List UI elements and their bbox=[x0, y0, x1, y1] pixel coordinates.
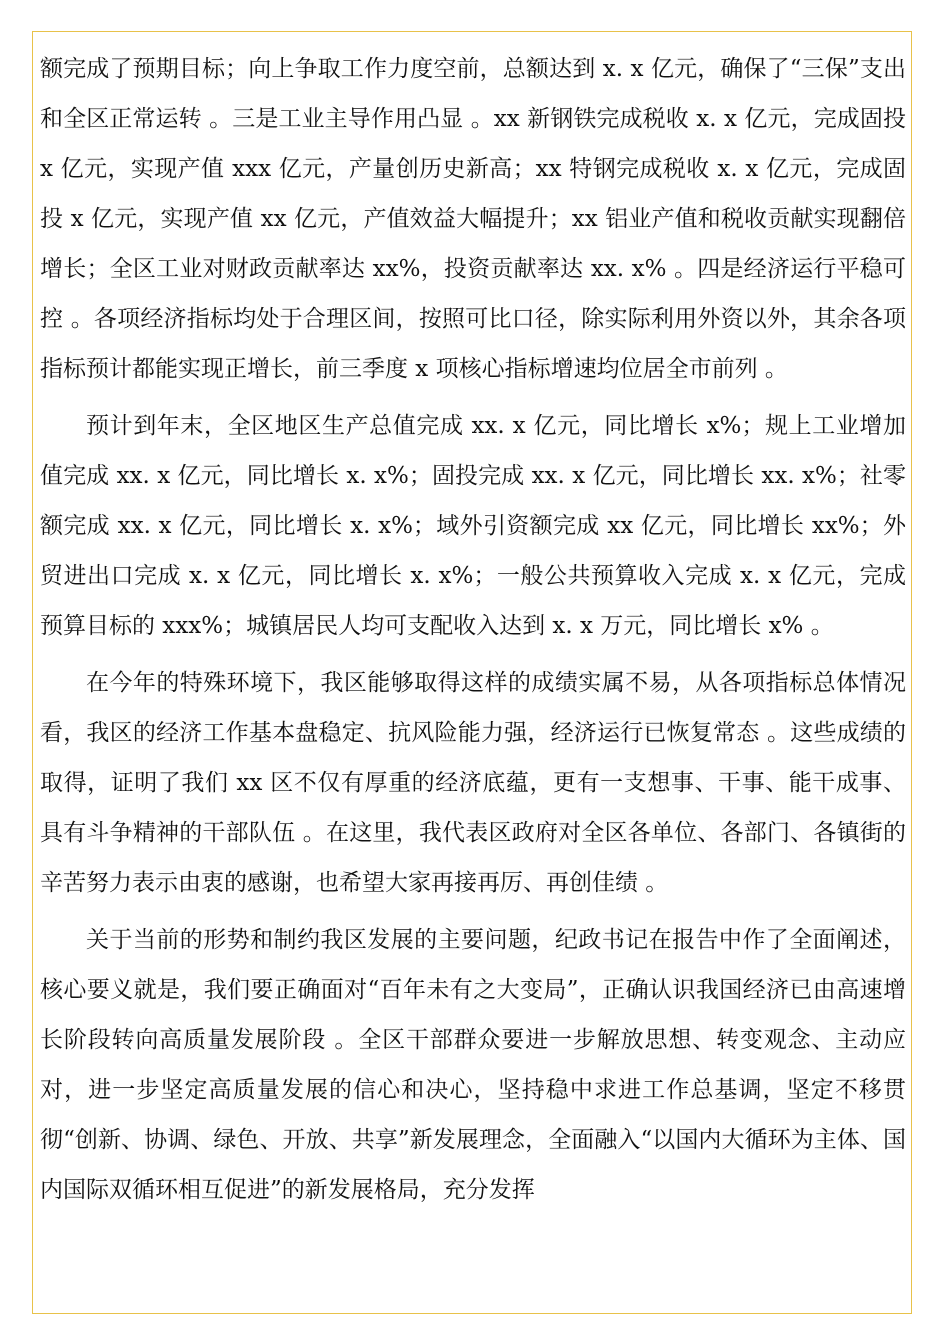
paragraph-2: 预计到年末，全区地区生产总值完成 xx. x 亿元，同比增长 x%；规上工业增加值完成 xx. x 亿元，同比增长 x. x%；固投完成 xx. x 亿元，同比增长 xx. x%；社零额完成 xx. x 亿元，同比增长 x. x%；域外引资额完成 xx 亿元，同比增长 xx%；外贸进出口完成 x. x 亿元，同比增长 x. x%；一般公共预算收入完成 x. x 亿元，完成预算目标的 xxx%；城镇居民人均可支配收入达到 x. x 万元，同比增长 x% 。 bbox=[40, 413, 906, 639]
paragraph-1: 额完成了预期目标；向上争取工作力度空前，总额达到 x. x 亿元，确保了“三保”支出和全区正常运转 。三是工业主导作用凸显 。xx 新钢铁完成税收 x. x 亿元，完成固投 x 亿元，实现产值 xxx 亿元，产量创历史新高；xx 特钢完成税收 x. x 亿元，完成固投 x 亿元，实现产值 xx 亿元，产值效益大幅提升；xx 铝业产值和税收贡献实现翻倍增长；全区工业对财政贡献率达 xx%，投资贡献率达 xx. x% 。四是经济运行平稳可控 。各项经济指标均处于合理区间，按照可比口径，除实际利用外资以外，其余各项指标预计都能实现正增长，前三季度 x 项核心指标增速均位居全市前列 。 bbox=[40, 56, 906, 382]
paragraph-3: 在今年的特殊环境下，我区能够取得这样的成绩实属不易，从各项指标总体情况看，我区的经济工作基本盘稳定、抗风险能力强，经济运行已恢复常态 。这些成绩的取得，证明了我们 xx 区不仅有厚重的经济底蕴，更有一支想事、干事、能干成事、具有斗争精神的干部队伍 。在这里，我代表区政府对全区各单位、各部门、各镇街的辛苦努力表示由衷的感谢，也希望大家再接再厉、再创佳绩 。 bbox=[40, 670, 906, 896]
document-body bbox=[40, 44, 906, 1222]
paragraph-4: 关于当前的形势和制约我区发展的主要问题，纪政书记在报告中作了全面阐述，核心要义就是，我们要正确面对“百年未有之大变局”，正确认识我国经济已由高速增长阶段转向高质量发展阶段 。全区干部群众要进一步解放思想、转变观念、主动应对，进一步坚定高质量发展的信心和决心，坚持稳中求进工作总基调，坚定不移贯彻“创新、协调、绿色、开放、共享”新发展理念，全面融入“以国内大循环为主体、国内国际双循环相互促进”的新发展格局，充分发挥 bbox=[40, 927, 906, 1203]
